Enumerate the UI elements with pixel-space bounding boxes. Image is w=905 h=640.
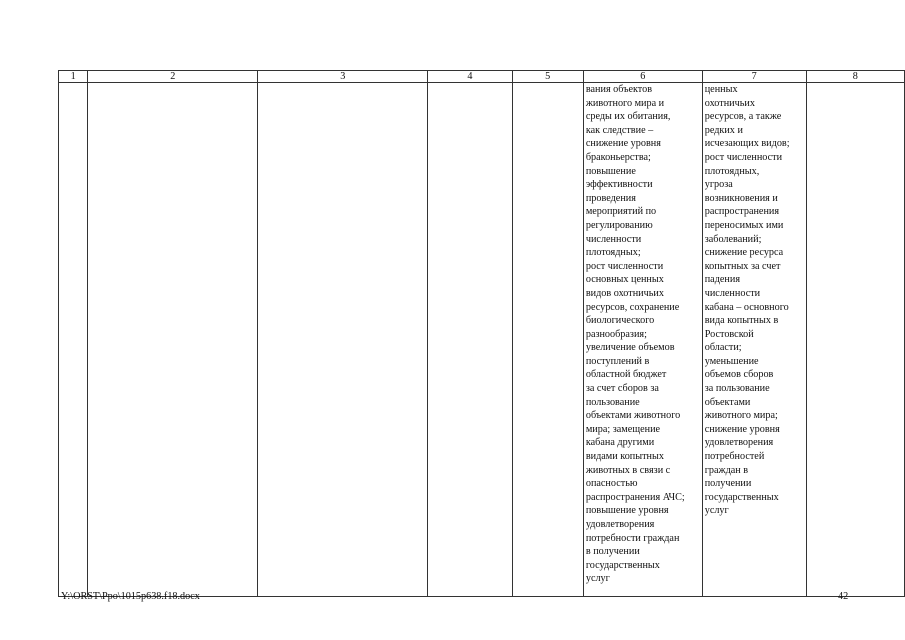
table-cell-col4 bbox=[428, 83, 512, 597]
cell-text-line: падения bbox=[704, 274, 741, 286]
cell-text-line: редких и bbox=[704, 124, 743, 136]
cell-text-line: кабана – основного bbox=[704, 301, 789, 313]
cell-text-line: разнообразия; bbox=[585, 328, 647, 340]
cell-text-line: повышение bbox=[585, 165, 636, 177]
column-header-3: 3 bbox=[258, 71, 428, 83]
cell-text-line: снижение уровня bbox=[704, 423, 780, 435]
cell-text-line: Ростовской bbox=[704, 328, 754, 340]
cell-text-line: животного мира; bbox=[704, 410, 778, 422]
cell-text-line: угроза bbox=[704, 179, 733, 191]
table-cell-col5 bbox=[512, 83, 583, 597]
cell-text-line: копытных за счет bbox=[704, 260, 781, 272]
cell-text-line: за пользование bbox=[704, 383, 770, 395]
cell-text-line: получении bbox=[704, 478, 752, 490]
cell-text-line: граждан в bbox=[704, 464, 749, 476]
cell-text-line: браконьерства; bbox=[585, 151, 651, 163]
table-row bbox=[59, 83, 905, 597]
column-header-5: 5 bbox=[512, 71, 583, 83]
cell-text-line: переносимых ими bbox=[704, 219, 784, 231]
cell-text-line: государственных bbox=[704, 491, 779, 503]
cell-text-line: кабана другими bbox=[585, 437, 655, 449]
cell-text-line: областной бюджет bbox=[585, 369, 667, 381]
cell-text-line: государственных bbox=[585, 559, 660, 571]
cell-text-line: заболеваний; bbox=[704, 233, 762, 245]
table-cell-col2 bbox=[88, 83, 258, 597]
cell-text-line: услуг bbox=[585, 573, 610, 585]
cell-text-line: ресурсов, а также bbox=[704, 111, 782, 123]
cell-text-line: распространения bbox=[704, 206, 780, 218]
cell-text-line: вида копытных в bbox=[704, 315, 779, 327]
cell-text-line: удовлетворения bbox=[585, 519, 655, 530]
cell-text-line: численности bbox=[585, 233, 642, 245]
cell-text-line: повышение уровня bbox=[585, 505, 669, 517]
column-header-6: 6 bbox=[583, 71, 702, 83]
cell-text-line: области; bbox=[704, 342, 742, 354]
cell-text-line: видами копытных bbox=[585, 451, 664, 463]
cell-text-line: за счет сборов за bbox=[585, 383, 659, 395]
cell-text-line: охотничьих bbox=[704, 97, 755, 109]
document-table bbox=[58, 70, 905, 597]
cell-text-line: ресурсов, сохранение bbox=[585, 301, 680, 313]
cell-text-line: основных ценных bbox=[585, 274, 664, 286]
cell-text-line: пользование bbox=[585, 396, 640, 408]
col7-text bbox=[705, 83, 804, 518]
column-header-1: 1 bbox=[59, 71, 88, 83]
column-header-2: 2 bbox=[88, 71, 258, 83]
cell-text-line: снижение уровня bbox=[585, 138, 661, 150]
cell-text-line: удовлетворения bbox=[704, 437, 774, 449]
table-cell-col8 bbox=[806, 83, 904, 597]
cell-text-line: численности bbox=[704, 287, 761, 299]
cell-text-line: плотоядных, bbox=[704, 165, 760, 177]
table-cell-col3 bbox=[258, 83, 428, 597]
cell-text-line: объектами bbox=[704, 396, 751, 408]
cell-text-line: возникновения и bbox=[704, 192, 778, 204]
cell-text-line: животного мира и bbox=[585, 97, 665, 109]
page-number: 42 bbox=[838, 591, 849, 602]
table-cell-col1 bbox=[59, 83, 88, 597]
cell-text-line: биологического bbox=[585, 315, 655, 327]
cell-text-line: рост численности bbox=[704, 151, 783, 163]
cell-text-line: мероприятий по bbox=[585, 206, 657, 218]
cell-text-line: поступлений в bbox=[585, 355, 650, 367]
cell-text-line: потребностей bbox=[704, 451, 765, 463]
table-cell-col6 bbox=[583, 83, 702, 597]
cell-text-line: среды их обитания, bbox=[585, 111, 671, 123]
column-header-4: 4 bbox=[428, 71, 512, 83]
column-header-8: 8 bbox=[806, 71, 904, 83]
cell-text-line: в получении bbox=[585, 546, 640, 558]
footer-file-path: Y:\ORST\Ppo\1015p638.f18.docx bbox=[61, 591, 200, 602]
cell-text-line: опасностью bbox=[585, 478, 638, 490]
cell-text-line: проведения bbox=[585, 192, 636, 204]
cell-text-line: видов охотничьих bbox=[585, 287, 664, 299]
cell-text-line: уменьшение bbox=[704, 355, 759, 367]
cell-text-line: услуг bbox=[704, 505, 729, 517]
cell-text-line: распространения АЧС; bbox=[585, 491, 685, 503]
cell-text-line: как следствие – bbox=[585, 124, 654, 136]
cell-text-line: снижение ресурса bbox=[704, 247, 784, 259]
cell-text-line: объемов сборов bbox=[704, 369, 774, 381]
cell-text-line: ценных bbox=[704, 84, 738, 95]
cell-text-line: плотоядных; bbox=[585, 247, 641, 259]
cell-text-line: животных в связи с bbox=[585, 464, 671, 476]
table-cell-col7 bbox=[702, 83, 806, 597]
cell-text-line: вания объектов bbox=[585, 84, 653, 95]
cell-text-line: мира; замещение bbox=[585, 423, 661, 435]
cell-text-line: регулированию bbox=[585, 219, 653, 231]
cell-text-line: исчезающих видов; bbox=[704, 138, 790, 150]
cell-text-line: эффективности bbox=[585, 179, 653, 191]
cell-text-line: объектами животного bbox=[585, 410, 681, 422]
column-header-7: 7 bbox=[702, 71, 806, 83]
table-header-row bbox=[59, 71, 905, 83]
col6-text bbox=[586, 83, 700, 586]
cell-text-line: увеличение объемов bbox=[585, 342, 675, 354]
cell-text-line: потребности граждан bbox=[585, 532, 680, 544]
cell-text-line: рост численности bbox=[585, 260, 664, 272]
